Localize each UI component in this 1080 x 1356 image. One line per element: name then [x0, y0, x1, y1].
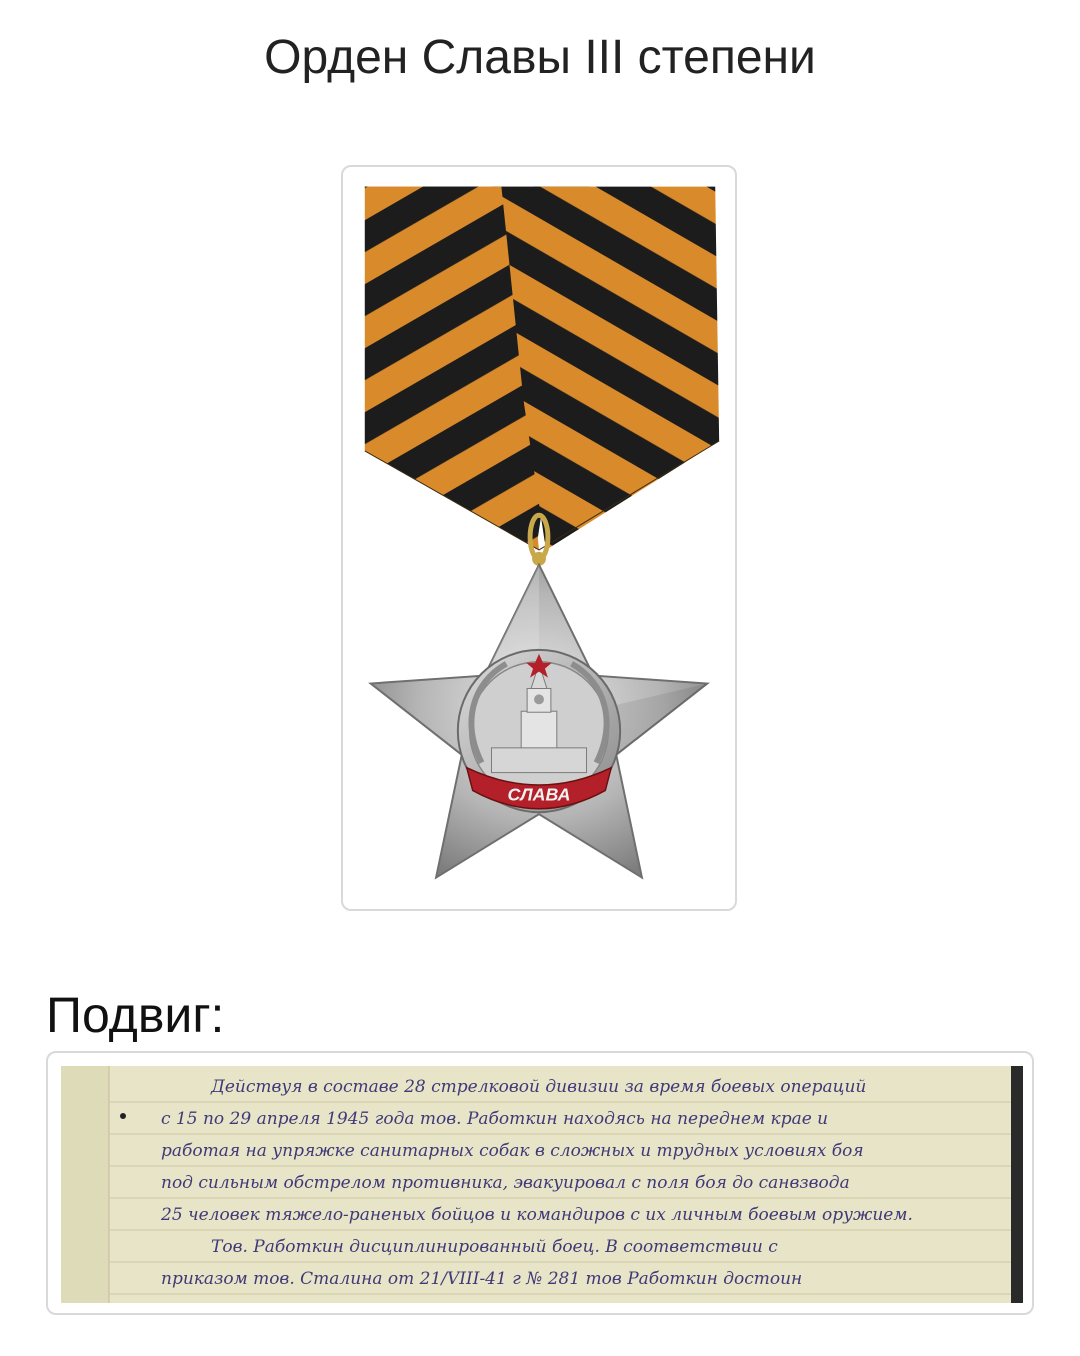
section-heading: Подвиг: [46, 987, 225, 1043]
order-of-glory-icon [343, 167, 735, 909]
document-line-5: 25 человек тяжело-раненых бойцов и командиров с их личным боевым оружием. [161, 1205, 913, 1225]
document-image-card [46, 1051, 1034, 1315]
document-line-6: Тов. Работкин дисциплинированный боец. В соответствии с [211, 1237, 778, 1257]
document-line-1: Действуя в составе 28 стрелковой дивизии за время боевых операций [211, 1077, 867, 1097]
handwritten-citation-image [61, 1066, 1023, 1303]
document-line-4: под сильным обстрелом противника, эвакуировал с поля боя до санвзвода [161, 1173, 850, 1193]
medal-image-card [341, 165, 737, 911]
medal-inscription: СЛАВА [507, 784, 571, 805]
page-title: Орден Славы III степени [264, 31, 816, 84]
document-line-2: с 15 по 29 апреля 1945 года тов. Работкин находясь на переднем крае и [161, 1109, 829, 1129]
document-line-3: работая на упряжке санитарных собак в сложных и трудных условиях боя [161, 1141, 864, 1161]
document-line-7: приказом тов. Сталина от 21/VIII-41 г № 281 тов Работкин достоин [161, 1269, 803, 1289]
